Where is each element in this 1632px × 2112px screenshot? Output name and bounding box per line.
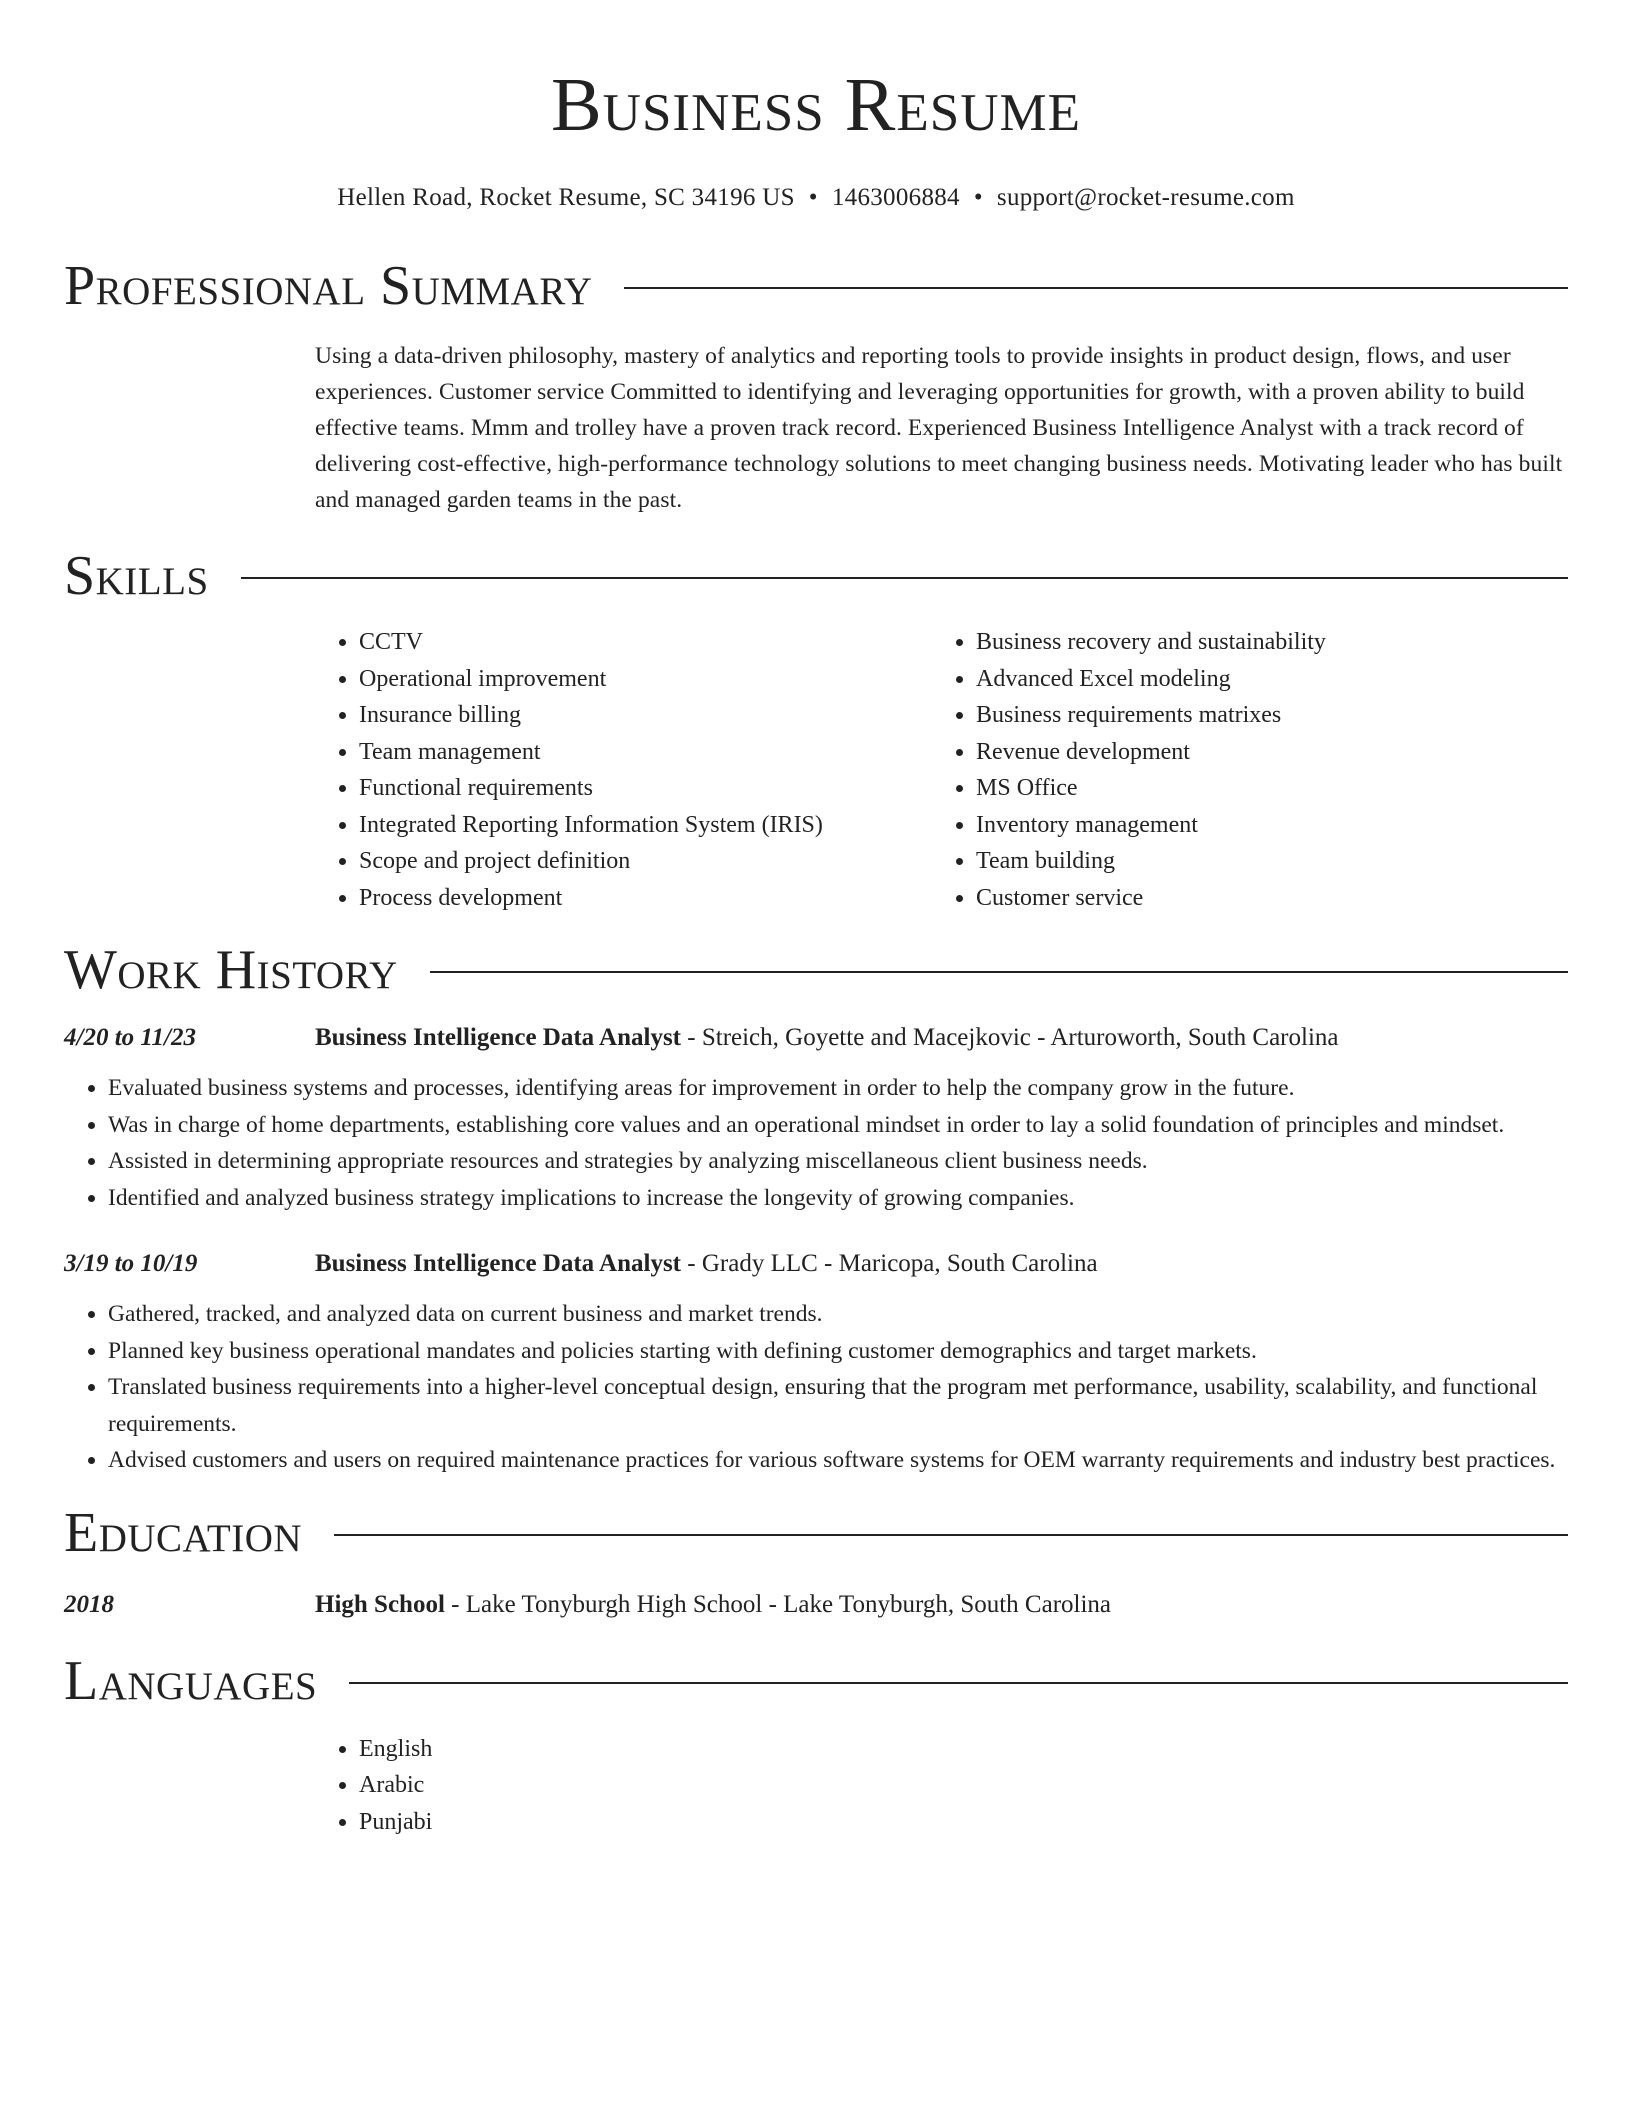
summary-text: Using a data-driven philosophy, mastery of analytics and reporting tools to provide insights in product design, flows, and user experiences. Customer service Committed to identifying and leveraging opportunities for growth, with a proven ability to build effective teams. Mmm and trolley have a proven track record. Experienced Business Intelligence Analyst with a track record of delivering cost-effective, high-performance technology solutions to meet changing business needs. Motivating leader who has built and managed garden teams in the past.	[315, 343, 1563, 513]
education-degree: High School	[315, 1590, 445, 1618]
job-bullet: • Was in charge of home departments, establishing core values and an operational mindset in order to lay a solid foundation of principles and mindset.	[108, 1107, 1568, 1144]
skills-column-right	[932, 624, 1476, 916]
language-item: • English	[359, 1731, 1568, 1768]
skill-item: • Operational improvement	[359, 661, 932, 698]
languages-list	[315, 1731, 1568, 1841]
job-bullet: • Identified and analyzed business strategy implications to increase the longevity of growing companies.	[108, 1180, 1568, 1217]
education-school-location: - Lake Tonyburgh High School - Lake Tonyburgh, South Carolina	[444, 1590, 1112, 1618]
skill-item: • Inventory management	[976, 807, 1476, 844]
skill-item: • Insurance billing	[359, 697, 932, 734]
summary-section-header	[64, 254, 1568, 318]
skills-list	[315, 624, 1568, 916]
summary-section-title: Professional Summary	[64, 255, 593, 317]
job-bullet: • Gathered, tracked, and analyzed data on current business and market trends.	[108, 1296, 1568, 1333]
contact-email: support@rocket-resume.com	[996, 184, 1295, 211]
resume-page	[64, 0, 1568, 1840]
work-section-header	[64, 938, 1568, 1002]
language-item: • Punjabi	[359, 1804, 1568, 1841]
skill-item: • Scope and project definition	[359, 843, 932, 880]
resume-name: Business Resume	[550, 63, 1081, 147]
education-line	[315, 1587, 1111, 1623]
skills-section-title: Skills	[64, 545, 209, 607]
job-entry	[64, 1020, 1568, 1216]
education-year: 2018	[64, 1590, 114, 1618]
skill-item: • Revenue development	[976, 734, 1476, 771]
skill-item: • Integrated Reporting Information System (IRIS)	[359, 807, 932, 844]
skills-column-left	[315, 624, 932, 916]
job-dates: 4/20 to 11/23	[64, 1024, 196, 1051]
contact-address: Hellen Road, Rocket Resume, SC 34196 US	[337, 184, 795, 211]
job-entry	[64, 1246, 1568, 1479]
languages-section-header	[64, 1649, 1568, 1713]
job-bullet: • Assisted in determining appropriate resources and strategies by analyzing miscellaneous client business needs.	[108, 1143, 1568, 1180]
contact-phone: 1463006884	[831, 184, 960, 211]
section-divider	[334, 1534, 1568, 1536]
job-header	[64, 1246, 1568, 1282]
education-section-header	[64, 1501, 1568, 1565]
skill-item: • Team management	[359, 734, 932, 771]
language-item: • Arabic	[359, 1767, 1568, 1804]
languages-section-title: Languages	[64, 1649, 318, 1712]
skill-item: • CCTV	[359, 624, 932, 661]
job-company-location: - Grady LLC - Maricopa, South Carolina	[681, 1250, 1098, 1277]
job-company-location: - Streich, Goyette and Macejkovic - Arturoworth, South Carolina	[681, 1024, 1339, 1051]
job-position: Business Intelligence Data Analyst	[315, 1250, 682, 1277]
skill-item: • MS Office	[976, 770, 1476, 807]
skills-section-header	[64, 544, 1568, 608]
bullet-separator: •	[973, 184, 983, 211]
job-bullet: • Evaluated business systems and processes, identifying areas for improvement in order to help the company grow in the future.	[108, 1070, 1568, 1107]
section-divider	[241, 577, 1568, 579]
job-bullet: • Advised customers and users on required maintenance practices for various software systems for OEM warranty requirements and industry best practices.	[108, 1442, 1568, 1479]
job-title-line	[315, 1020, 1339, 1056]
job-bullet: • Planned key business operational mandates and policies starting with defining customer demographics and target markets.	[108, 1333, 1568, 1370]
education-section-title: Education	[64, 1501, 303, 1564]
section-divider	[624, 287, 1568, 289]
skill-item: • Business requirements matrixes	[976, 697, 1476, 734]
work-section-title: Work History	[64, 939, 398, 1001]
skill-item: • Advanced Excel modeling	[976, 661, 1476, 698]
job-bullets	[64, 1070, 1568, 1216]
job-position: Business Intelligence Data Analyst	[315, 1024, 682, 1051]
education-entry	[64, 1587, 1568, 1623]
skill-item: • Business recovery and sustainability	[976, 624, 1476, 661]
job-title-line	[315, 1246, 1098, 1282]
skill-item: • Customer service	[976, 880, 1476, 917]
job-header	[64, 1020, 1568, 1056]
job-dates: 3/19 to 10/19	[64, 1250, 198, 1277]
bullet-separator: •	[808, 184, 818, 211]
job-bullet: • Translated business requirements into a higher-level conceptual design, ensuring that the program met performance, usability, scalability, and functional requirements.	[108, 1369, 1568, 1442]
contact-line	[64, 182, 1568, 214]
section-divider	[430, 971, 1568, 973]
skill-item: • Team building	[976, 843, 1476, 880]
skill-item: • Process development	[359, 880, 932, 917]
job-bullets	[64, 1296, 1568, 1479]
languages-bullets	[315, 1731, 1568, 1841]
skill-item: • Functional requirements	[359, 770, 932, 807]
section-divider	[349, 1682, 1568, 1684]
